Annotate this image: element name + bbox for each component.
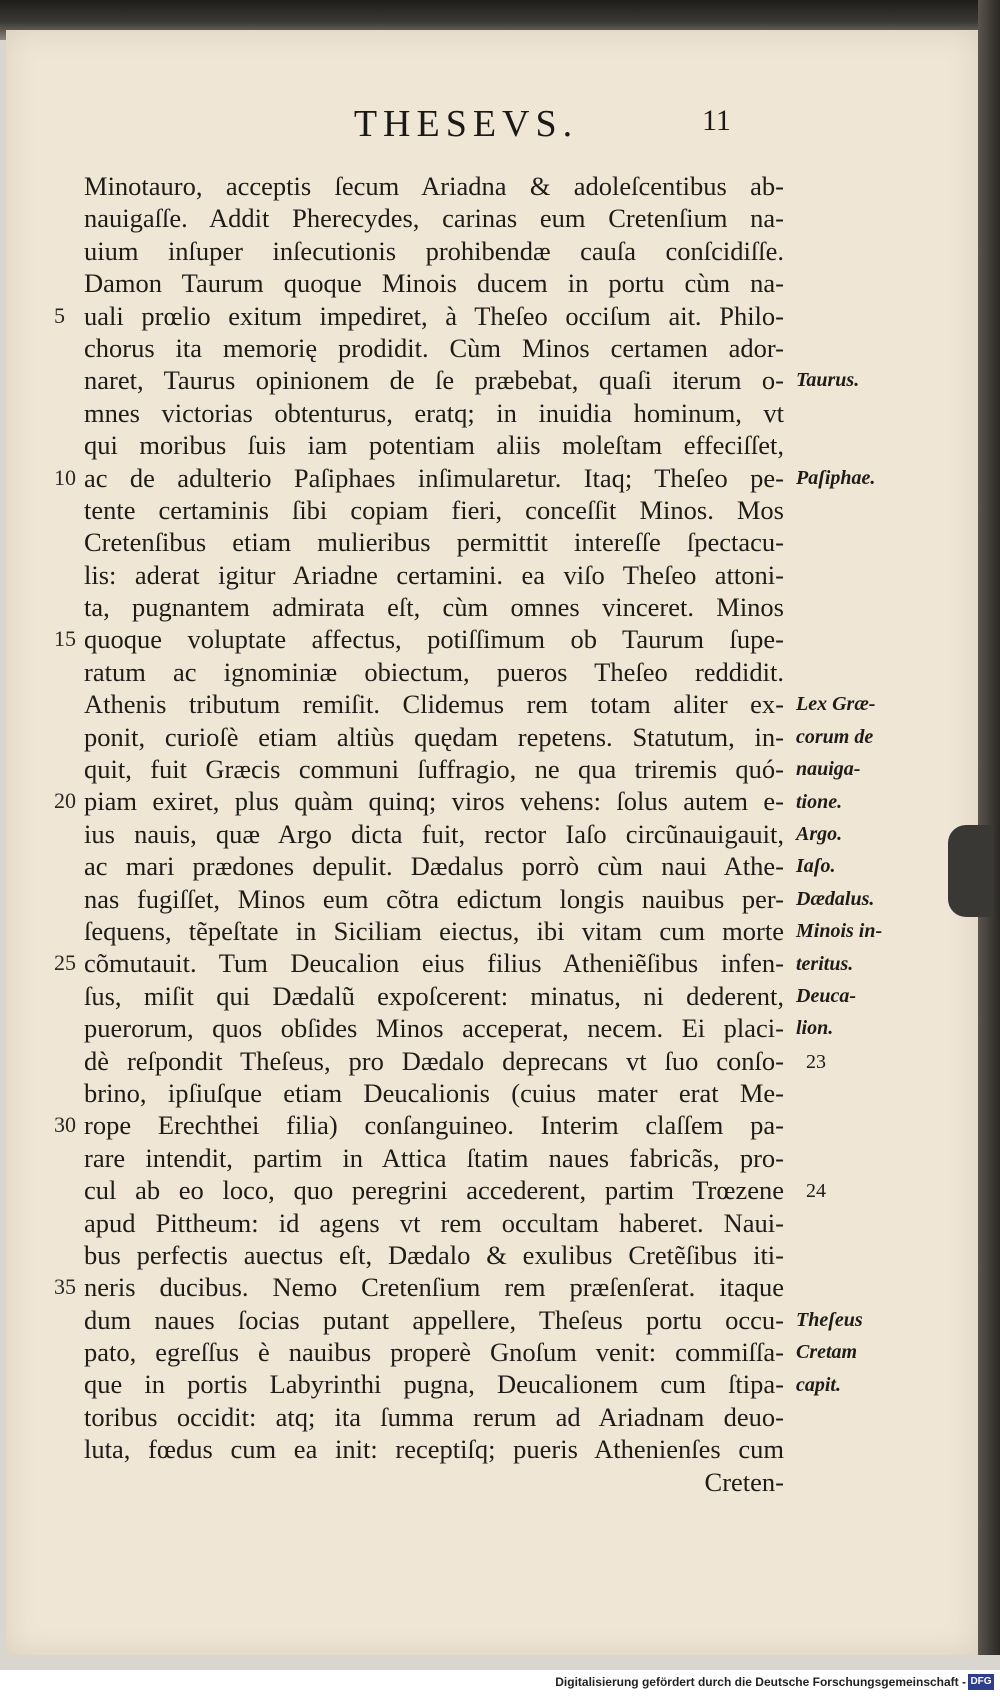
line-text: dum naues ſocias putant appellere, Theſeus portu occu- bbox=[84, 1304, 784, 1335]
line-text: ſequens, tẽpeſtate in Siciliam eiectus, ibi vitam cum morte bbox=[84, 915, 784, 946]
margin-note: teritus. bbox=[796, 952, 854, 975]
main-text-block bbox=[54, 170, 784, 1498]
margin-note: Dædalus. bbox=[796, 887, 875, 910]
text-line bbox=[84, 364, 784, 396]
line-text: Minotauro, acceptis ſecum Ariadna & adoleſcentibus ab- bbox=[84, 171, 784, 201]
text-line bbox=[54, 1271, 784, 1303]
text-line bbox=[84, 591, 784, 623]
footer-bar bbox=[0, 1670, 1000, 1697]
margin-note: Taurus. bbox=[796, 369, 860, 392]
text-line bbox=[84, 656, 784, 688]
catchword: Creten- bbox=[704, 1466, 784, 1497]
text-line bbox=[84, 1336, 784, 1368]
line-text: piam exiret, plus quàm quinq; viros vehens: ſolus autem e- bbox=[84, 786, 784, 817]
margin-number: 24 bbox=[806, 1180, 826, 1203]
catchword-line bbox=[84, 1466, 784, 1498]
text-line bbox=[84, 1368, 784, 1400]
text-line bbox=[54, 462, 784, 494]
text-line bbox=[84, 883, 784, 915]
line-text: que in portis Labyrinthi pugna, Deucalionem cum ſtipa- bbox=[84, 1369, 784, 1400]
line-text: uium inſuper inſecutionis prohibendæ cauſa conſcidiſſe. bbox=[84, 235, 784, 266]
line-text: toribus occidit: atq; ita ſumma rerum ad Ariadnam deuo- bbox=[84, 1401, 784, 1432]
page-header bbox=[6, 102, 978, 152]
margin-note: Argo. bbox=[796, 823, 843, 845]
line-text: rope Erechthei filia) conſanguineo. Interim claſſem pa- bbox=[84, 1110, 784, 1141]
text-line bbox=[84, 915, 784, 947]
footer-credit: Digitalisierung gefördert durch die Deutsche Forschungsgemeinschaft - bbox=[555, 1675, 966, 1689]
line-text: Athenis tributum remiſit. Clidemus rem totam aliter ex- bbox=[84, 689, 784, 720]
text-line bbox=[54, 623, 784, 655]
text-line bbox=[84, 818, 784, 850]
line-text: neris ducibus. Nemo Cretenſium rem præſenſerat. itaque bbox=[84, 1272, 784, 1303]
line-text: ius nauis, quæ Argo dicta fuit, rector Iaſo circũnauigauit, bbox=[84, 818, 784, 849]
margin-note: tione. bbox=[796, 790, 843, 813]
margin-note: Iaſo. bbox=[796, 855, 836, 878]
line-text: rare intendit, partim in Attica ſtatim naues fabricãs, pro- bbox=[84, 1142, 784, 1173]
text-line bbox=[84, 1077, 784, 1109]
text-line bbox=[84, 1304, 784, 1336]
line-text: qui moribus ſuis iam potentiam aliis moleſtam effeciſſet, bbox=[84, 430, 784, 461]
text-line bbox=[84, 267, 784, 299]
line-text: quoque voluptate affectus, potiſſimum ob Taurum ſupe- bbox=[84, 624, 784, 655]
text-line bbox=[84, 1012, 784, 1044]
text-line bbox=[84, 721, 784, 753]
line-text: ta, pugnantem admirata eſt, cùm omnes vinceret. Minos bbox=[84, 592, 784, 623]
text-line bbox=[54, 300, 784, 332]
text-line bbox=[84, 494, 784, 526]
text-line bbox=[84, 235, 784, 267]
line-text: ac de adulterio Paſiphaes inſimularetur. Itaq; Theſeo pe- bbox=[84, 462, 784, 493]
text-line bbox=[84, 1045, 784, 1077]
line-text: ſus, miſit qui Dædalũ expoſcerent: minatus, ni dederent, bbox=[84, 980, 784, 1011]
line-text: chorus ita memorię prodidit. Cùm Minos certamen ador- bbox=[84, 332, 784, 363]
margin-note: lion. bbox=[796, 1017, 834, 1040]
line-text: quit, fuit Græcis communi ſuffragio, ne qua triremis quó- bbox=[84, 754, 784, 785]
line-text: cul ab eo loco, quo peregrini accederent, partim Trœzene bbox=[84, 1175, 784, 1206]
text-line bbox=[84, 753, 784, 785]
line-number: 30 bbox=[54, 1112, 76, 1138]
margin-note: Paſiphae. bbox=[796, 466, 876, 489]
line-number: 35 bbox=[54, 1274, 76, 1300]
text-line bbox=[84, 1239, 784, 1271]
line-text: uali prœlio exitum impediret, à Theſeo occiſum ait. Philo- bbox=[84, 300, 784, 331]
margin-note: Deuca- bbox=[796, 985, 856, 1007]
text-line bbox=[84, 850, 784, 882]
page-tab-marker bbox=[948, 825, 994, 917]
line-text: pato, egreſſus è nauibus properè Gnoſum venit: commiſſa- bbox=[84, 1337, 784, 1368]
text-line bbox=[84, 429, 784, 461]
line-text: bus perfectis auectus eſt, Dædalo & exulibus Cretẽſibus iti- bbox=[84, 1239, 784, 1270]
line-number: 25 bbox=[54, 950, 76, 976]
line-number: 20 bbox=[54, 788, 76, 814]
line-text: nas fugiſſet, Minos eum cõtra edictum longis nauibus per- bbox=[84, 883, 784, 914]
line-text: lis: aderat igitur Ariadne certamini. ea viſo Theſeo attoni- bbox=[84, 559, 784, 590]
running-title: THESEVS. bbox=[353, 103, 579, 145]
margin-note: Minois in- bbox=[796, 920, 883, 943]
margin-note: nauiga- bbox=[796, 758, 861, 781]
line-text: luta, fœdus cum ea init: receptiſq; pueris Athenienſes cum bbox=[84, 1434, 784, 1465]
line-text: ponit, curioſè etiam altiùs quędam repetens. Statutum, in- bbox=[84, 721, 784, 752]
text-line bbox=[84, 397, 784, 429]
text-line bbox=[84, 1207, 784, 1239]
text-line bbox=[84, 1433, 784, 1465]
line-text: dè reſpondit Theſeus, pro Dædalo deprecans vt ſuo conſo- bbox=[84, 1045, 784, 1076]
text-line bbox=[84, 170, 784, 202]
text-line bbox=[84, 559, 784, 591]
line-text: Cretenſibus etiam mulieribus permittit intereſſe ſpectacu- bbox=[84, 527, 784, 558]
text-line bbox=[54, 1109, 784, 1141]
line-text: apud Pittheum: id agens vt rem occultam haberet. Naui- bbox=[84, 1207, 784, 1238]
line-text: Damon Taurum quoque Minois ducem in portu cùm na- bbox=[84, 268, 784, 299]
line-text: brino, ipſiuſque etiam Deucalionis (cuius mater erat Me- bbox=[84, 1077, 784, 1108]
margin-note: corum de bbox=[796, 725, 874, 748]
line-text: cõmutauit. Tum Deucalion eius filius Atheniẽſibus infen- bbox=[84, 948, 784, 979]
text-line bbox=[84, 980, 784, 1012]
line-text: nauigaſſe. Addit Pherecydes, carinas eum Cretenſium na- bbox=[84, 203, 784, 234]
text-line bbox=[84, 526, 784, 558]
text-line bbox=[84, 688, 784, 720]
line-text: tente certaminis ſibi copiam fieri, conceſſit Minos. Mos bbox=[84, 494, 784, 525]
text-line bbox=[84, 1142, 784, 1174]
folio-number: 11 bbox=[702, 104, 731, 137]
line-number: 5 bbox=[54, 302, 65, 328]
text-line bbox=[84, 202, 784, 234]
book-page bbox=[6, 30, 978, 1655]
margin-number: 23 bbox=[806, 1050, 826, 1073]
text-line bbox=[84, 332, 784, 364]
text-line bbox=[84, 1401, 784, 1433]
margin-note: capit. bbox=[796, 1373, 841, 1396]
dfg-logo: DFG bbox=[968, 1674, 994, 1690]
text-line bbox=[54, 947, 784, 979]
text-line bbox=[54, 785, 784, 817]
margin-note: Cretam bbox=[796, 1341, 858, 1364]
line-text: ratum ac ignominiæ obiectum, pueros Theſeo reddidit. bbox=[84, 656, 784, 687]
line-number: 10 bbox=[54, 464, 76, 490]
text-line bbox=[84, 1174, 784, 1206]
line-number: 15 bbox=[54, 626, 76, 652]
line-text: mnes victorias obtenturus, eratq; in inuidia hominum, vt bbox=[84, 397, 784, 428]
line-text: puerorum, quos obſides Minos acceperat, necem. Ei placi- bbox=[84, 1013, 784, 1044]
margin-note: Lex Græ- bbox=[796, 693, 876, 716]
margin-note: Theſeus bbox=[796, 1309, 863, 1331]
line-text: naret, Taurus opinionem de ſe præbebat, quaſi iterum o- bbox=[84, 365, 784, 396]
line-text: ac mari prædones depulit. Dædalus porrò cùm naui Athe- bbox=[84, 851, 784, 882]
